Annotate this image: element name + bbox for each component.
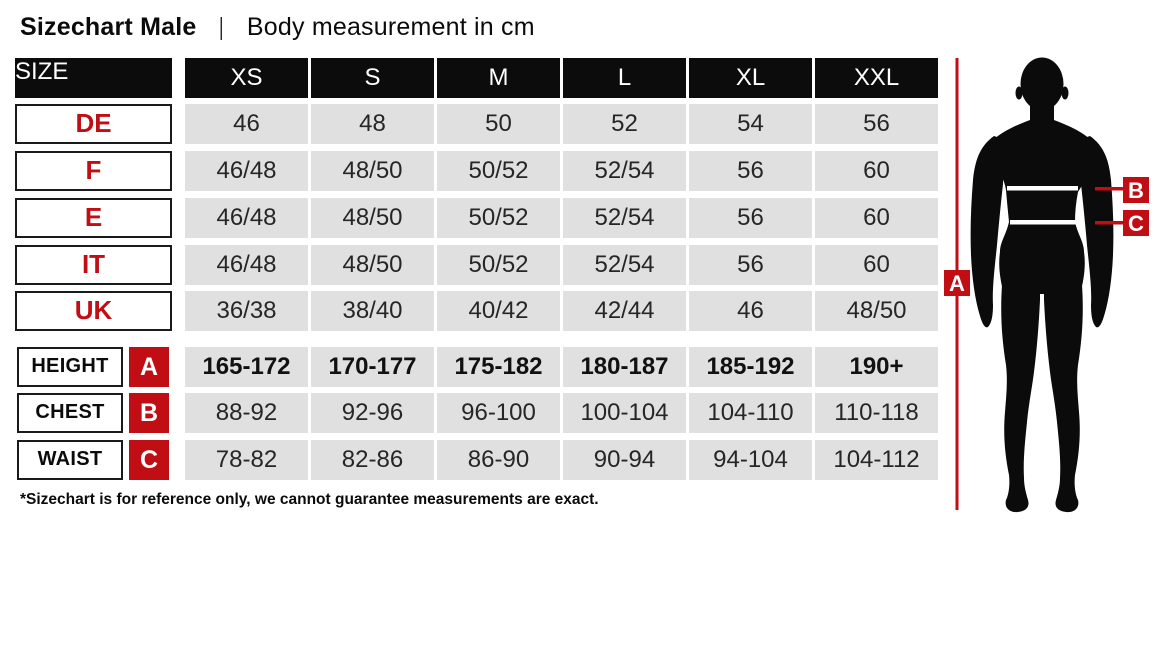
cell-f-xs: 46/48 — [185, 151, 308, 191]
cell-chest-xl: 104-110 — [689, 393, 812, 433]
chest-measure-line — [1095, 187, 1126, 191]
cell-it-l: 52/54 — [563, 245, 686, 285]
row-label-de: DE — [15, 104, 172, 144]
table-row-waist — [15, 440, 938, 480]
male-silhouette — [971, 58, 1114, 513]
cell-waist-xl: 94-104 — [689, 440, 812, 480]
cell-height-s: 170-177 — [311, 347, 434, 387]
cell-it-xxl: 60 — [815, 245, 938, 285]
figure-marker-b-label: B — [1128, 178, 1144, 203]
title-main: Sizechart Male — [20, 13, 197, 41]
marker-b-badge: B — [129, 393, 169, 433]
male-silhouette-figure — [940, 50, 1169, 520]
table-row-e — [15, 198, 938, 238]
cell-e-l: 52/54 — [563, 198, 686, 238]
cell-de-m: 50 — [437, 104, 560, 144]
header-s: S — [311, 58, 434, 98]
cell-uk-xl: 46 — [689, 291, 812, 331]
row-label-height: HEIGHT — [17, 347, 123, 387]
cell-f-l: 52/54 — [563, 151, 686, 191]
figure-marker-a-label: A — [949, 271, 965, 296]
cell-height-xl: 185-192 — [689, 347, 812, 387]
cell-de-xxl: 56 — [815, 104, 938, 144]
cell-chest-xxl: 110-118 — [815, 393, 938, 433]
cell-f-xl: 56 — [689, 151, 812, 191]
cell-e-xs: 46/48 — [185, 198, 308, 238]
cell-e-s: 48/50 — [311, 198, 434, 238]
size-table — [15, 58, 938, 480]
title-separator: | — [219, 13, 224, 41]
cell-uk-xxl: 48/50 — [815, 291, 938, 331]
row-label-uk: UK — [15, 291, 172, 331]
row-label-chest-group — [15, 393, 172, 433]
header-xs: XS — [185, 58, 308, 98]
cell-it-xs: 46/48 — [185, 245, 308, 285]
cell-chest-xs: 88-92 — [185, 393, 308, 433]
row-label-waist: WAIST — [17, 440, 123, 480]
header-size: SIZE — [15, 58, 172, 98]
cell-uk-s: 38/40 — [311, 291, 434, 331]
header-l: L — [563, 58, 686, 98]
footnote: *Sizechart is for reference only, we cannot guarantee measurements are exact. — [20, 491, 599, 508]
table-row-height — [15, 347, 938, 387]
table-row-uk — [15, 291, 938, 331]
row-label-e: E — [15, 198, 172, 238]
table-row-f — [15, 151, 938, 191]
cell-waist-l: 90-94 — [563, 440, 686, 480]
row-label-it: IT — [15, 245, 172, 285]
cell-e-xl: 56 — [689, 198, 812, 238]
marker-a-badge: A — [129, 347, 169, 387]
cell-height-l: 180-187 — [563, 347, 686, 387]
cell-de-xs: 46 — [185, 104, 308, 144]
cell-it-m: 50/52 — [437, 245, 560, 285]
cell-e-xxl: 60 — [815, 198, 938, 238]
cell-it-s: 48/50 — [311, 245, 434, 285]
row-label-chest: CHEST — [17, 393, 123, 433]
cell-uk-m: 40/42 — [437, 291, 560, 331]
cell-e-m: 50/52 — [437, 198, 560, 238]
cell-it-xl: 56 — [689, 245, 812, 285]
table-row-chest — [15, 393, 938, 433]
header-xl: XL — [689, 58, 812, 98]
row-label-waist-group — [15, 440, 172, 480]
marker-c-badge: C — [129, 440, 169, 480]
cell-f-xxl: 60 — [815, 151, 938, 191]
cell-f-m: 50/52 — [437, 151, 560, 191]
cell-waist-xs: 78-82 — [185, 440, 308, 480]
figure-marker-c-label: C — [1128, 211, 1144, 236]
cell-height-xs: 165-172 — [185, 347, 308, 387]
cell-waist-xxl: 104-112 — [815, 440, 938, 480]
cell-de-xl: 54 — [689, 104, 812, 144]
waist-measure-line — [1095, 221, 1126, 225]
table-header-row — [15, 58, 938, 98]
cell-waist-s: 82-86 — [311, 440, 434, 480]
cell-f-s: 48/50 — [311, 151, 434, 191]
cell-chest-m: 96-100 — [437, 393, 560, 433]
header-m: M — [437, 58, 560, 98]
header-xxl: XXL — [815, 58, 938, 98]
cell-uk-xs: 36/38 — [185, 291, 308, 331]
cell-waist-m: 86-90 — [437, 440, 560, 480]
cell-de-s: 48 — [311, 104, 434, 144]
cell-chest-l: 100-104 — [563, 393, 686, 433]
table-row-it — [15, 245, 938, 285]
row-label-height-group — [15, 347, 172, 387]
cell-height-m: 175-182 — [437, 347, 560, 387]
title-subtitle: Body measurement in cm — [246, 13, 535, 41]
table-row-de — [15, 104, 938, 144]
cell-chest-s: 92-96 — [311, 393, 434, 433]
page-title — [20, 13, 535, 42]
cell-de-l: 52 — [563, 104, 686, 144]
row-label-f: F — [15, 151, 172, 191]
cell-uk-l: 42/44 — [563, 291, 686, 331]
cell-height-xxl: 190+ — [815, 347, 938, 387]
